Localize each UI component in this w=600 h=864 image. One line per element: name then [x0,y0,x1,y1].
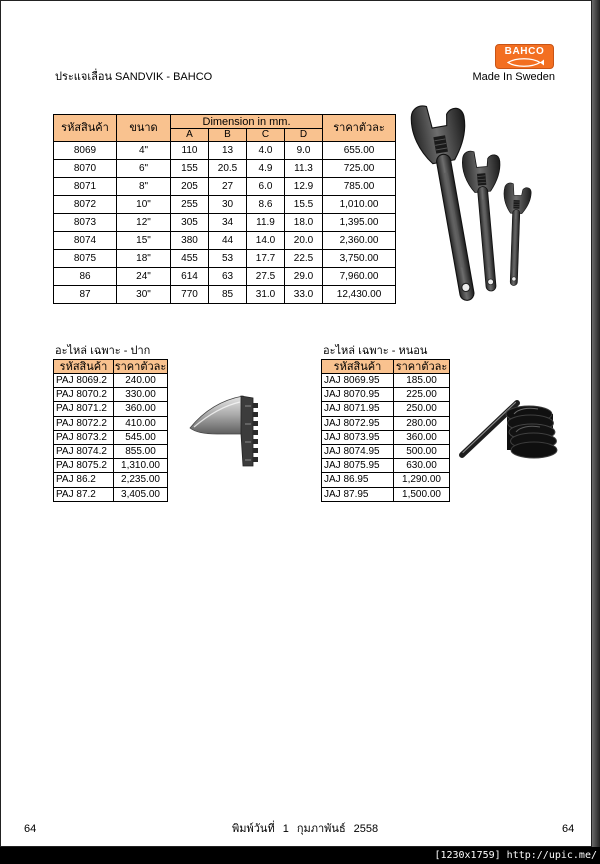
cell-size: 15" [117,232,171,250]
cell-code: JAJ 8069.95 [322,374,394,388]
table-row [322,444,450,458]
watermark-strip [0,847,600,864]
cell-c: 17.7 [247,250,285,268]
col-header-size: ขนาด [117,115,171,142]
table-row [322,487,450,501]
cell-a: 614 [171,268,209,286]
cell-c: 4.9 [247,160,285,178]
cell-price: 2,360.00 [323,232,396,250]
cell-price: 3,405.00 [114,487,168,501]
cell-code: PAJ 8072.2 [54,416,114,430]
worm-parts-table [321,359,450,502]
table-row [54,142,396,160]
cell-code: PAJ 87.2 [54,487,114,501]
worm-and-pin-image [452,394,558,466]
cell-d: 29.0 [285,268,323,286]
table-row [54,402,168,416]
cell-code: 8073 [54,214,117,232]
watermark-text: [1230x1759] http://upic.me/ [434,850,597,861]
wrench-price-table [53,114,396,304]
cell-size: 10" [117,196,171,214]
cell-a: 770 [171,286,209,304]
table-row [54,430,168,444]
cell-a: 380 [171,232,209,250]
cell-a: 205 [171,178,209,196]
table-row [322,430,450,444]
cell-price: 1,310.00 [114,459,168,473]
table-row [322,473,450,487]
cell-size: 4" [117,142,171,160]
col-header-a: A [171,129,209,142]
print-date [232,822,378,836]
cell-code: JAJ 8074.95 [322,444,394,458]
cell-b: 53 [209,250,247,268]
cell-c: 8.6 [247,196,285,214]
cell-c: 31.0 [247,286,285,304]
col-header-c: C [247,129,285,142]
cell-b: 63 [209,268,247,286]
table-row [54,444,168,458]
cell-d: 11.3 [285,160,323,178]
table-row [322,374,450,388]
col-header-code: รหัสสินค้า [54,115,117,142]
cell-b: 27 [209,178,247,196]
cell-a: 455 [171,250,209,268]
cell-code: 8071 [54,178,117,196]
table-row [54,178,396,196]
table-row [322,459,450,473]
cell-price: 725.00 [323,160,396,178]
table-row [322,416,450,430]
cell-code: 8069 [54,142,117,160]
cell-code: JAJ 8073.95 [322,430,394,444]
cell-price: 1,290.00 [394,473,450,487]
cell-price: 1,500.00 [394,487,450,501]
table-row [54,388,168,402]
cell-price: 410.00 [114,416,168,430]
col-header-b: B [209,129,247,142]
cell-a: 110 [171,142,209,160]
table-header-row [322,360,450,374]
cell-price: 2,235.00 [114,473,168,487]
cell-price: 7,960.00 [323,268,396,286]
cell-a: 155 [171,160,209,178]
col-header-code: รหัสสินค้า [54,360,114,374]
table-row [54,250,396,268]
col-header-code: รหัสสินค้า [322,360,394,374]
cell-size: 30" [117,286,171,304]
cell-code: 8072 [54,196,117,214]
cell-price: 280.00 [394,416,450,430]
print-date-year: 2558 [353,823,379,835]
col-header-price: ราคาตัวละ [323,115,396,142]
cell-c: 27.5 [247,268,285,286]
cell-code: 86 [54,268,117,286]
cell-b: 13 [209,142,247,160]
cell-price: 1,010.00 [323,196,396,214]
cell-size: 24" [117,268,171,286]
cell-price: 630.00 [394,459,450,473]
cell-price: 855.00 [114,444,168,458]
cell-code: JAJ 87.95 [322,487,394,501]
table-row [54,416,168,430]
cell-code: PAJ 8070.2 [54,388,114,402]
cell-b: 30 [209,196,247,214]
table-row [54,286,396,304]
cell-d: 20.0 [285,232,323,250]
cell-code: PAJ 8075.2 [54,459,114,473]
cell-code: 8075 [54,250,117,268]
cell-price: 360.00 [394,430,450,444]
cell-code: PAJ 8069.2 [54,374,114,388]
print-date-day: 1 [282,823,289,835]
cell-price: 1,395.00 [323,214,396,232]
cell-price: 655.00 [323,142,396,160]
table-row [322,402,450,416]
cell-code: PAJ 86.2 [54,473,114,487]
wrench-set-image [400,95,560,310]
cell-price: 240.00 [114,374,168,388]
origin-label: Made In Sweden [472,71,555,83]
logo-swoosh-icon [505,58,545,67]
bahco-logo [495,44,554,69]
cell-price: 330.00 [114,388,168,402]
table-row [54,196,396,214]
cell-price: 12,430.00 [323,286,396,304]
cell-b: 34 [209,214,247,232]
print-date-label: พิมพ์วันที่ [232,823,275,835]
col-header-price: ราคาตัวละ [114,360,167,373]
cell-size: 18" [117,250,171,268]
cell-code: PAJ 8071.2 [54,402,114,416]
cell-code: 87 [54,286,117,304]
jaw-parts-table [53,359,168,502]
cell-code: JAJ 86.95 [322,473,394,487]
cell-price: 500.00 [394,444,450,458]
col-header-dimension: Dimension in mm. [171,115,323,129]
worm-gear [506,406,557,458]
small-wrench [501,183,532,286]
table-row [54,459,168,473]
table-header-row [54,115,396,129]
col-header-d: D [285,129,323,142]
cell-b: 20.5 [209,160,247,178]
cell-price: 785.00 [323,178,396,196]
col-header-price: ราคาตัวละ [394,360,450,374]
table-row [54,160,396,178]
cell-code: JAJ 8071.95 [322,402,394,416]
cell-size: 6" [117,160,171,178]
cell-code: 8070 [54,160,117,178]
cell-d: 12.9 [285,178,323,196]
print-date-month: กุมภาพันธ์ [296,823,346,835]
table-row [54,487,168,501]
table-row [54,268,396,286]
cell-size: 8" [117,178,171,196]
page-shadow [592,0,600,847]
table-row [54,214,396,232]
cell-c: 6.0 [247,178,285,196]
cell-b: 85 [209,286,247,304]
cell-code: JAJ 8072.95 [322,416,394,430]
cell-code: PAJ 8074.2 [54,444,114,458]
cell-price: 3,750.00 [323,250,396,268]
cell-price: 225.00 [394,388,450,402]
table-row [54,473,168,487]
table-row [54,232,396,250]
table-row [322,388,450,402]
cell-a: 255 [171,196,209,214]
jaw-parts-title: อะไหล่ เฉพาะ - ปาก [55,345,151,357]
cell-price: 185.00 [394,374,450,388]
cell-b: 44 [209,232,247,250]
cell-a: 305 [171,214,209,232]
jaw-part-image [185,390,267,472]
cell-price: 360.00 [114,402,168,416]
cell-d: 15.5 [285,196,323,214]
page-number-right: 64 [562,823,575,835]
cell-code: 8074 [54,232,117,250]
cell-c: 4.0 [247,142,285,160]
cell-code: PAJ 8073.2 [54,430,114,444]
cell-price: 545.00 [114,430,168,444]
cell-code: JAJ 8075.95 [322,459,394,473]
logo-text: BAHCO [504,46,545,57]
page-title: ประแจเลื่อน SANDVIK - BAHCO [55,71,213,83]
worm-parts-title: อะไหล่ เฉพาะ - หนอน [323,345,428,357]
cell-d: 9.0 [285,142,323,160]
cell-code: JAJ 8070.95 [322,388,394,402]
cell-d: 18.0 [285,214,323,232]
cell-d: 33.0 [285,286,323,304]
cell-price: 250.00 [394,402,450,416]
cell-c: 11.9 [247,214,285,232]
cell-c: 14.0 [247,232,285,250]
cell-size: 12" [117,214,171,232]
cell-d: 22.5 [285,250,323,268]
table-row [54,374,168,388]
page-number-left: 64 [24,823,37,835]
table-header-row [54,360,168,374]
